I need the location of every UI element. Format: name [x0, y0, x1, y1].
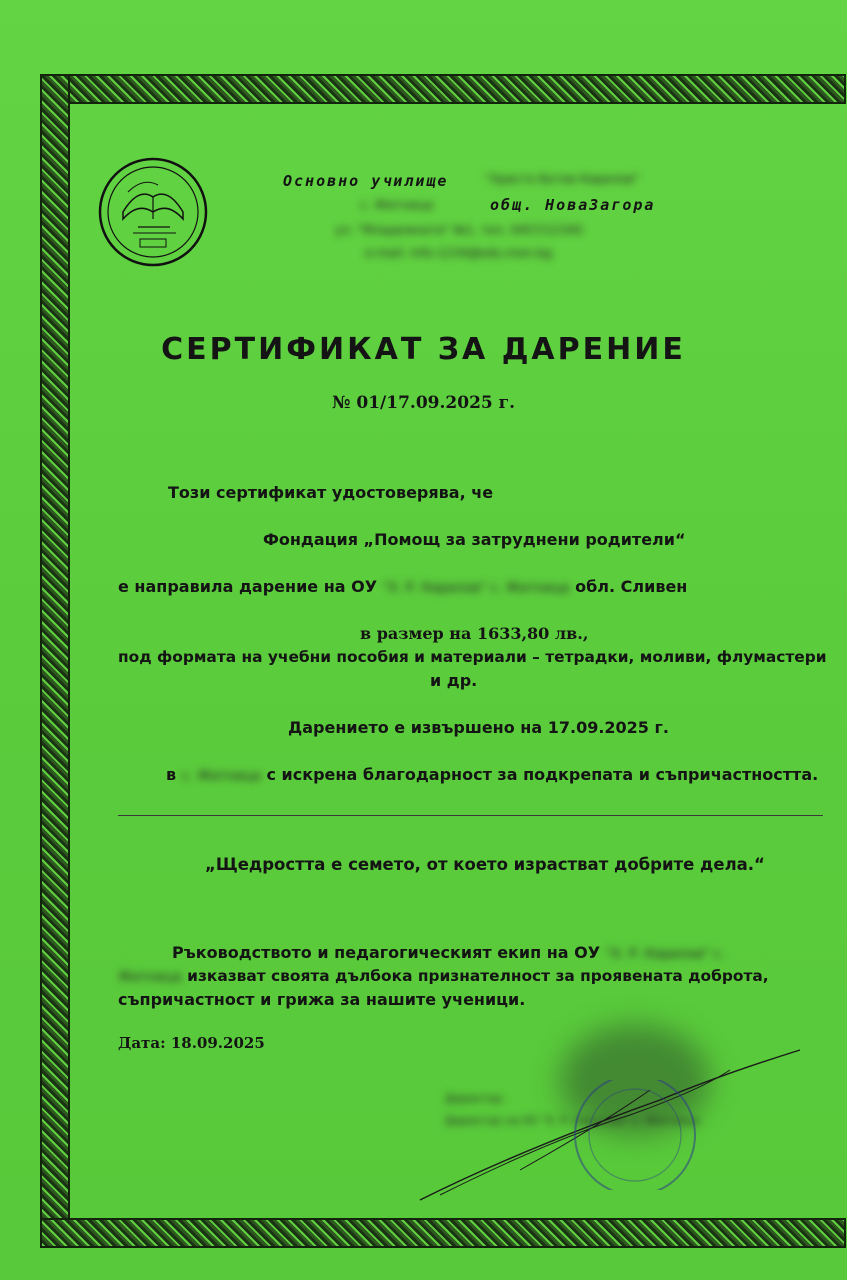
- issue-date: Дата: 18.09.2025: [118, 1034, 265, 1052]
- closing-line1: Ръководството и педагогическият екип на ОУ "Х. Р. Кирилов" с.: [172, 943, 725, 962]
- email-redacted: e-mail: info-1234@edu.mon.bg: [365, 246, 552, 260]
- thanks-place-redacted: с. Житница: [181, 769, 261, 784]
- thanks-line: в с. Житница с искрена благодарност за подкрепата и съпричастността.: [166, 765, 819, 784]
- closing-school-redacted: "Х. Р. Кирилов" с.: [605, 947, 725, 962]
- intro-text: Този сертификат удостоверява, че: [168, 483, 494, 502]
- school-type: Основно училище: [283, 172, 449, 190]
- divider-line: [118, 815, 823, 816]
- certificate-title: СЕРТИФИКАТ ЗА ДАРЕНИЕ: [161, 332, 686, 367]
- ornamental-border-left: [40, 74, 70, 1248]
- donation-form-line1: под формата на учебни пособия и материали – тетрадки, моливи, флумастери: [118, 648, 827, 666]
- ornamental-border-bottom: [40, 1218, 846, 1248]
- recipient-redacted: "Х. Р. Кирилов" с. Житница: [382, 581, 570, 596]
- official-stamp: [560, 1080, 710, 1190]
- foundation-name: Фондация „Помощ за затруднени родители“: [263, 530, 686, 549]
- quote: „Щедростта е семето, от което израстват добрите дела.“: [205, 855, 765, 874]
- ornamental-border-top: [40, 74, 846, 104]
- school-seal-logo: [98, 157, 208, 267]
- certificate-number: № 01/17.09.2025 г.: [332, 393, 515, 413]
- closing-village-redacted: Житница: [118, 970, 182, 985]
- donation-amount: в размер на 1633,80 лв.,: [360, 624, 589, 643]
- signatory-role-redacted: Директор:: [445, 1092, 505, 1105]
- village-redacted: с. Житница: [360, 198, 434, 212]
- donation-form-line2: и др.: [430, 671, 478, 690]
- municipality: общ. НоваЗагора: [490, 196, 656, 214]
- donation-recipient-line: е направила дарение на ОУ "Х. Р. Кирилов" с. Житница обл. Сливен: [118, 577, 688, 596]
- school-name-redacted: "Христо Ботев Кирилов": [485, 172, 640, 186]
- signatory-name-redacted: Директор на ОУ "Х. Р. Кирилов" с. Житница: [445, 1114, 700, 1127]
- closing-line3: съпричастност и грижа за нашите ученици.: [118, 990, 526, 1009]
- address-redacted: ул. "Младежката" №1, тел. 0457/12345: [335, 223, 584, 237]
- donation-date: Дарението е извършено на 17.09.2025 г.: [288, 718, 669, 737]
- closing-line2: Житница изказват своята дълбока признателност за проявената доброта,: [118, 967, 769, 985]
